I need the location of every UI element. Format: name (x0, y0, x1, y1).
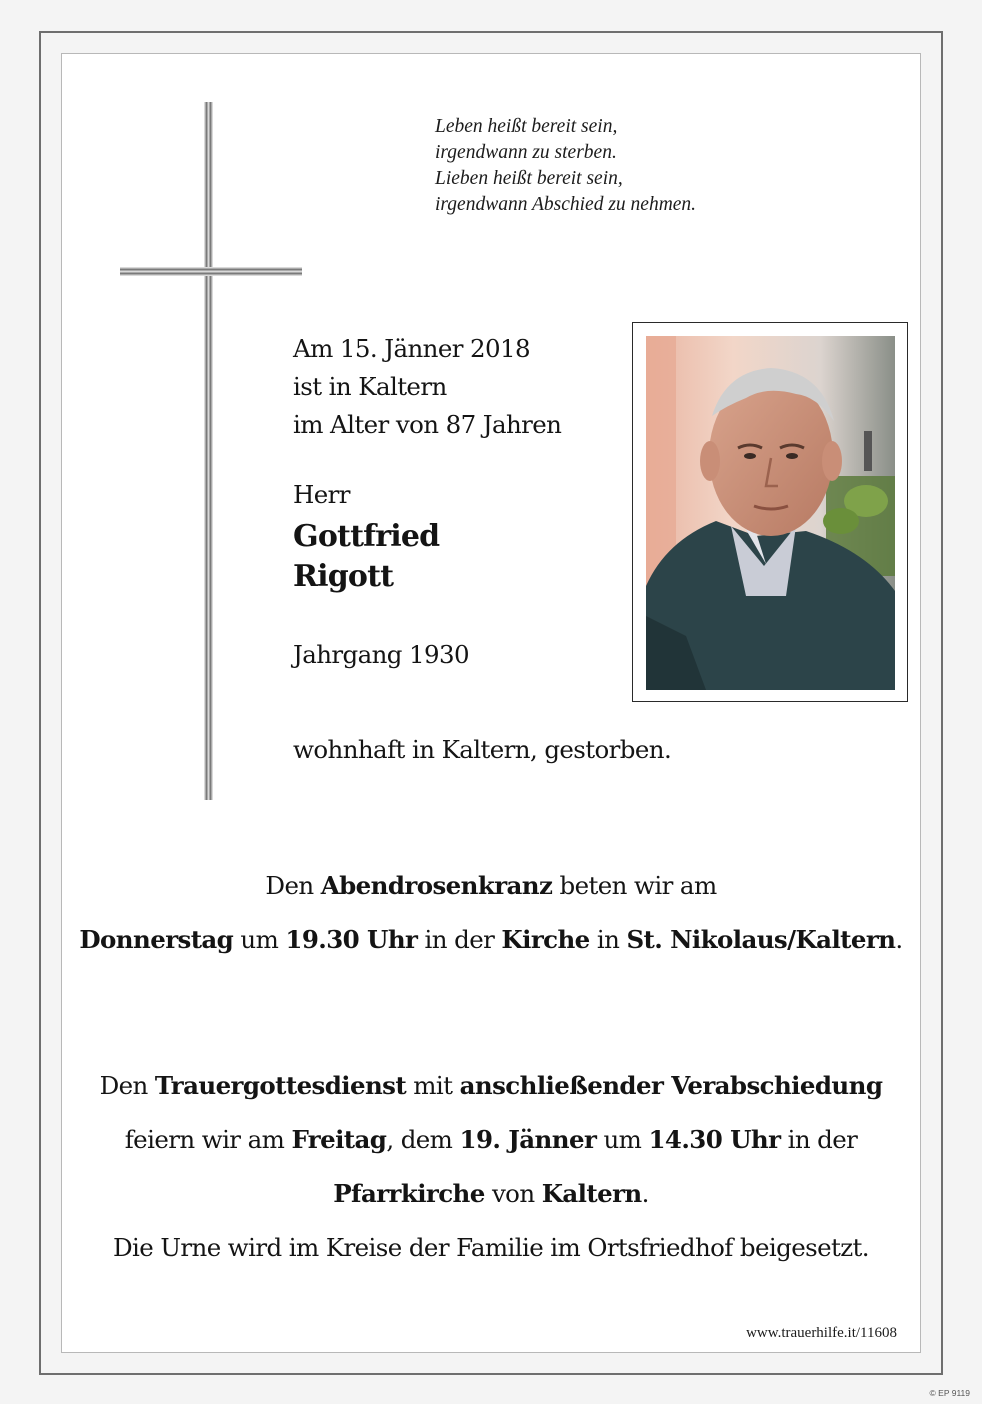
funeral-farewell: anschließender Verabschiedung (459, 1071, 883, 1100)
quote-line-3: Lieben heißt bereit sein, (435, 168, 623, 189)
rosary-time: 19.30 Uhr (285, 925, 418, 954)
quote-block (435, 114, 775, 218)
funeral-day: Freitag (291, 1125, 387, 1154)
rosary-church: Kirche (501, 925, 590, 954)
funeral-t2: um (596, 1125, 649, 1154)
print-code: © EP 9119 (929, 1388, 970, 1398)
quote-line-1: Leben heißt bereit sein, (435, 116, 618, 137)
quote-line-2: irgendwann zu sterben. (435, 142, 617, 163)
rosary-t4: . (895, 925, 903, 954)
funeral-date: 19. Jänner (459, 1125, 597, 1154)
website-link[interactable]: www.trauerhilfe.it/11608 (746, 1325, 897, 1341)
intro-place: ist in Kaltern (293, 372, 447, 401)
rosary-line-2 (61, 925, 921, 954)
quote-line-4: irgendwann Abschied zu nehmen. (435, 194, 697, 215)
rosary-t3: in (589, 925, 627, 954)
deceased-name (293, 517, 439, 597)
funeral-line-3 (61, 1179, 921, 1208)
birth-year: Jahrgang 1930 (293, 640, 470, 669)
rosary-t2: in der (417, 925, 502, 954)
funeral-church: Pfarrkirche (333, 1179, 485, 1208)
last-name: Rigott (293, 559, 394, 594)
cross-horizontal-icon (120, 267, 302, 276)
rosary-t1: um (233, 925, 286, 954)
funeral-line-1-pre: Den (99, 1071, 155, 1100)
funeral-time: 14.30 Uhr (648, 1125, 781, 1154)
intro-date: Am 15. Jänner 2018 (293, 334, 530, 363)
funeral-t0: feiern wir am (124, 1125, 292, 1154)
funeral-line-1-mid: mit (406, 1071, 460, 1100)
funeral-t5: . (641, 1179, 649, 1208)
rosary-line-1 (61, 871, 921, 900)
cross-vertical-icon (204, 102, 213, 800)
intro-block (293, 330, 561, 444)
rosary-line-1-post: beten wir am (552, 871, 717, 900)
portrait-photo (646, 336, 895, 690)
funeral-line-2 (61, 1125, 921, 1154)
rosary-line-1-pre: Den (265, 871, 321, 900)
rosary-place: St. Nikolaus/Kaltern (626, 925, 896, 954)
inner-frame (61, 53, 921, 1353)
funeral-t1: , dem (386, 1125, 460, 1154)
funeral-line-1 (61, 1071, 921, 1100)
residence-text: wohnhaft in Kaltern, gestorben. (293, 735, 672, 764)
intro-age: im Alter von 87 Jahren (293, 410, 562, 439)
funeral-service: Trauergottesdienst (154, 1071, 407, 1100)
funeral-town: Kaltern (541, 1179, 642, 1208)
rosary-day: Donnerstag (79, 925, 234, 954)
salutation: Herr (293, 480, 350, 509)
urn-line: Die Urne wird im Kreise der Familie im Ortsfriedhof beigesetzt. (112, 1233, 869, 1262)
rosary-name: Abendrosenkranz (320, 871, 553, 900)
first-name: Gottfried (293, 519, 440, 554)
funeral-t3: in der (780, 1125, 858, 1154)
funeral-t4: von (484, 1179, 542, 1208)
